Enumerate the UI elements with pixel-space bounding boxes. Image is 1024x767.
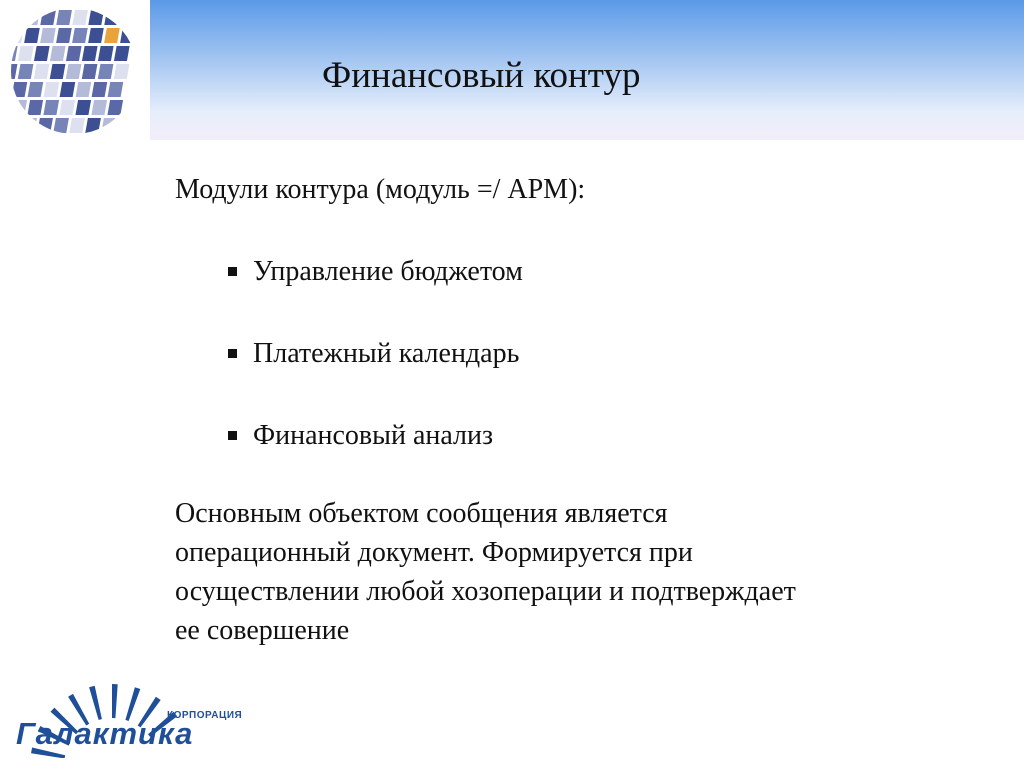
module-label: Управление бюджетом [253,256,523,287]
globe-tile [8,28,24,43]
globe-tile [50,64,66,79]
paragraph-line: осуществлении любой хозоперации и подтверждает [175,576,796,607]
globe-tile [34,46,50,61]
company-logo [12,676,252,758]
globe-tile [69,118,85,133]
globe-tile [72,10,88,25]
logo-corporation-label: КОРПОРАЦИЯ [167,710,243,721]
globe-tile [104,28,120,43]
globe-tile [92,82,108,97]
globe-tile [75,100,91,115]
globe-tile [101,118,117,133]
globe-tile [40,28,56,43]
globe-tile [12,82,28,97]
globe-tile [53,118,69,133]
modules-intro: Модули контура (модуль =/ АРМ): [175,174,586,205]
square-bullet-icon [228,349,237,358]
logo-arc-segment [89,686,102,720]
globe-tile [88,10,104,25]
globe-tile [59,100,75,115]
globe-tile [24,28,40,43]
globe-tile [88,28,104,43]
globe-tile [27,100,43,115]
globe-tile [56,28,72,43]
globe-tile [44,82,60,97]
globe-tile [56,10,72,25]
paragraph-line: Основным объектом сообщения является [175,498,668,529]
list-item [175,252,975,292]
globe-tile [104,10,120,25]
globe-tile [21,118,37,133]
globe-tile [4,46,18,61]
globe-tile [91,100,107,115]
logo-wordmark: Галактика [16,716,194,751]
globe-tile [66,46,82,61]
globe-tile [5,118,21,133]
globe-tile [18,46,34,61]
list-item [175,416,975,456]
list-item [175,334,975,374]
module-label: Финансовый анализ [253,420,494,451]
globe-tile [4,100,11,115]
square-bullet-icon [228,267,237,276]
paragraph-line: ее совершение [175,615,350,646]
globe-tile [18,64,34,79]
globe-tile [4,82,11,97]
globe-logo-icon [4,4,144,138]
globe-tile [98,46,114,61]
globe-tile [4,64,17,79]
globe-tile [11,100,27,115]
module-label: Платежный календарь [253,338,520,369]
slide-content [175,170,975,650]
square-bullet-icon [228,431,237,440]
globe-tile [82,64,98,79]
slide-title: Финансовый контур [322,55,641,96]
globe-tile [72,28,88,43]
globe-tile [24,10,40,25]
globe-tile [114,46,130,61]
module-list [175,252,975,456]
globe-tile [37,118,53,133]
globe-tile [120,28,136,43]
description-paragraph [175,494,975,650]
globe-tile [28,82,44,97]
globe-tile [8,10,24,25]
globe-tile [66,64,82,79]
paragraph-line: операционный документ. Формируется при [175,537,693,568]
globe-tile [34,64,50,79]
globe-tile [4,118,5,133]
globe-tile [50,46,66,61]
globe-tile [60,82,76,97]
globe-tile [43,100,59,115]
globe-tile [108,82,124,97]
globe-tile [107,100,123,115]
globe-tile [40,10,56,25]
logo-arc-segment [112,684,118,718]
globe-tile [98,64,114,79]
globe-tile [85,118,101,133]
globe-tile [120,10,136,25]
globe-tile [76,82,92,97]
globe-tile [82,46,98,61]
globe-tile [114,64,130,79]
